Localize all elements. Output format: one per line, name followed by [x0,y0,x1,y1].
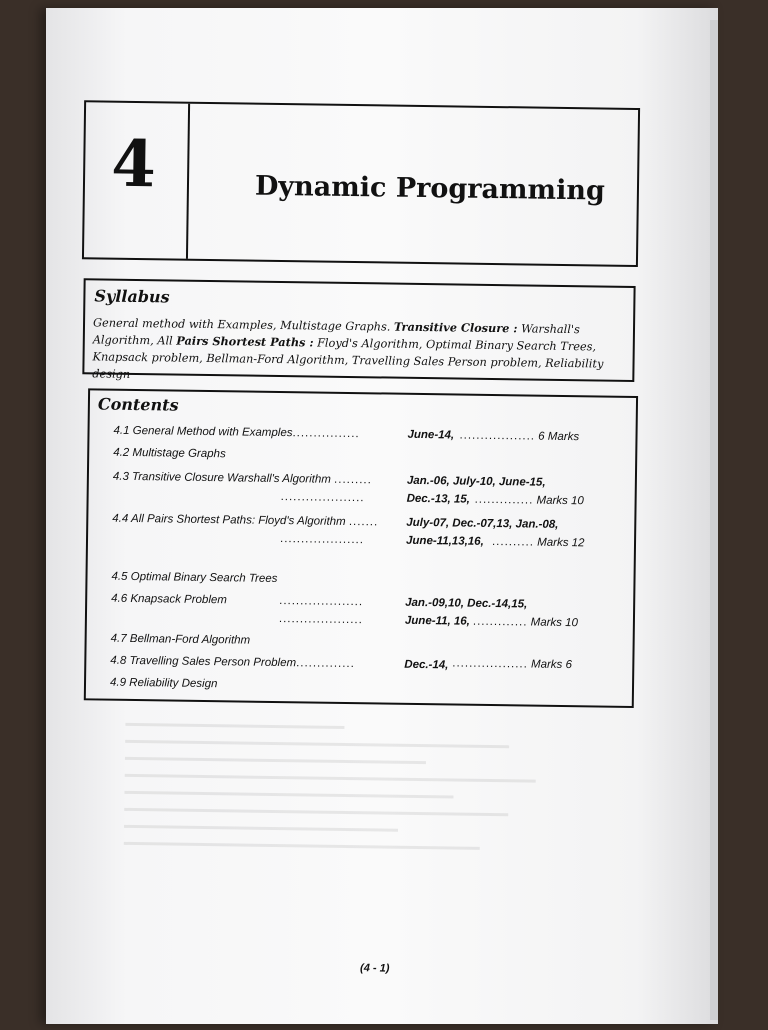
syllabus-box [82,278,635,382]
contents-item-label: 4.4 All Pairs Shortest Paths: Floyd's Algorithm [112,512,346,528]
contents-item-marks [459,430,579,444]
marks-value: 12 [571,537,585,550]
marks-value: 6 Marks [538,430,580,444]
contents-item-4-4 [112,513,378,529]
leader-dots: ....... [348,515,379,529]
page-number: (4 - 1) [359,962,390,975]
show-through-texture [102,709,653,947]
leader-dots: ............. [472,615,528,629]
contents-item-4-2: 4.2 Multistage Graphs [113,446,226,461]
chapter-number-cell [84,102,190,258]
chapter-title: Dynamic Programming [254,170,606,207]
contents-heading: Contents [97,394,179,415]
marks-prefix: Marks [537,536,569,550]
marks-value: 10 [570,495,584,508]
contents-item-date: Jan.-06, July-10, June-15, [406,474,546,489]
contents-item-label: 4.3 Transitive Closure Warshall's Algorithm [112,470,331,486]
contents-item-date: June-11,13,16, [405,534,484,548]
leader-dots: ......... [334,473,372,487]
contents-item-4-7: 4.7 Bellman-Ford Algorithm [110,632,251,647]
contents-item-date: June-14, [407,428,455,442]
contents-item-4-1 [113,425,359,440]
leader-dots: .................. [452,657,528,671]
contents-item-4-6: 4.6 Knapsack Problem [111,592,227,607]
contents-item-marks [452,657,572,671]
contents-box [84,388,638,708]
contents-item-label: 4.1 General Method with Examples [113,424,293,440]
contents-item-date: Dec.-14, [404,658,449,672]
chapter-header-box [82,100,640,267]
contents-item-4-8 [110,655,355,670]
contents-item-label: 4.8 Travelling Sales Person Problem [110,654,297,670]
syllabus-bold-2: Pairs Shortest Paths : [176,333,314,350]
syllabus-heading: Syllabus [94,286,170,307]
syllabus-part-2: Warshall's Algorithm, All [92,322,580,348]
contents-item-4-9: 4.9 Reliability Design [109,676,218,691]
contents-item-marks [473,616,578,629]
contents-item-4-3 [113,471,372,487]
leader-dots: .............. [296,657,355,671]
contents-item-marks [475,494,584,508]
leader-dots: .................. [459,429,536,443]
leader-dots: .............. [474,493,534,507]
marks-value: 6 [565,659,573,672]
contents-item-date: Dec.-13, 15, [406,492,471,506]
contents-item-date: Jan.-09,10, Dec.-14,15, [405,596,528,611]
contents-item-date: June-11, 16, [404,614,471,628]
contents-item-marks [492,536,585,549]
syllabus-part-1: General method with Examples, Multistage Graphs. [92,316,391,334]
leader-dots: .................... [279,533,365,547]
leader-dots: .......... [491,535,535,549]
syllabus-bold-1: Transitive Closure : [393,319,518,336]
leader-dots: ................ [292,427,360,441]
marks-value: 10 [565,617,579,630]
leader-dots: .................... [280,491,365,505]
syllabus-part-3: Floyd's Algorithm, Optimal Binary Search Trees, Knapsack problem, Bellman-Ford Algorithm, Travelling Sales Person problem, Reliability design [92,336,604,381]
marks-prefix: Marks [530,658,563,671]
chapter-number: 4 [110,126,157,203]
contents-item-date: July-07, Dec.-07,13, Jan.-08, [406,516,559,531]
leader-dots: .................... [279,595,364,609]
leader-dots: .................... [278,613,363,627]
contents-item-4-5: 4.5 Optimal Binary Search Trees [111,570,278,586]
syllabus-text [92,314,625,389]
marks-prefix: Marks [536,494,568,508]
marks-prefix: Marks [530,616,563,629]
